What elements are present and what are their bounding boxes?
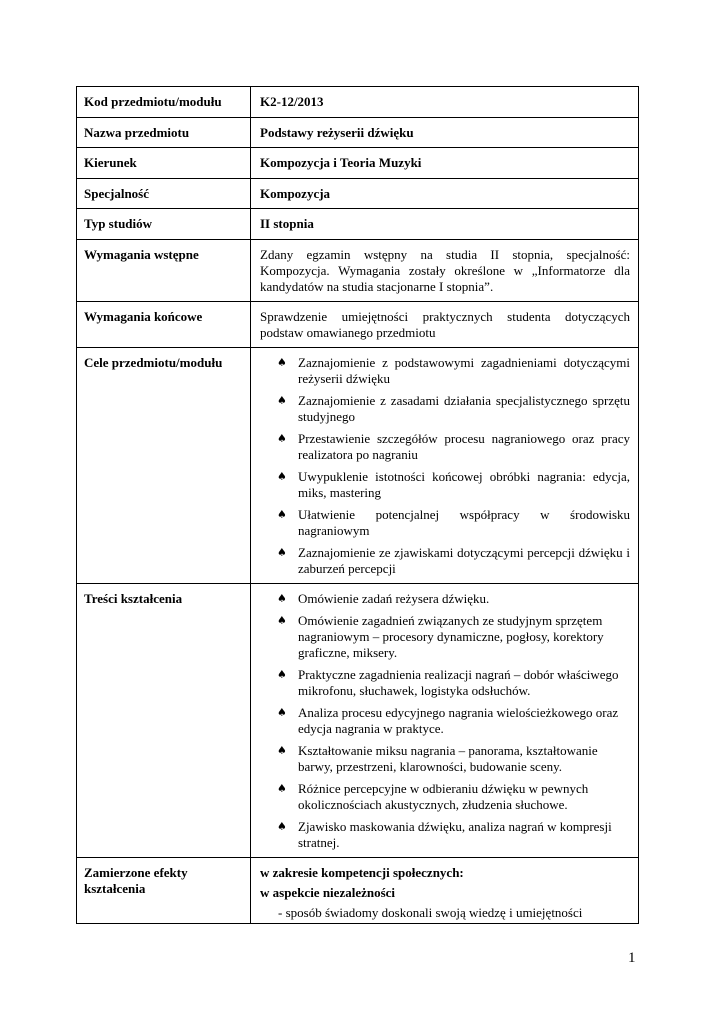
list-item xyxy=(260,469,630,501)
row-label: Wymagania wstępne xyxy=(84,247,199,262)
row-label-cell xyxy=(77,302,251,348)
list-item-text: Praktyczne zagadnienia realizacji nagrań – dobór właściwego mikrofonu, słuchawek, logistyka odsłuchów. xyxy=(298,667,619,698)
row-label: Typ studiów xyxy=(84,216,153,231)
alpha-bullet-icon: ♠ xyxy=(277,432,287,445)
specialty: Kompozycja xyxy=(260,186,331,201)
row-label-cell xyxy=(77,240,251,302)
row-label-cell xyxy=(77,118,251,148)
list-item-text: Zjawisko maskowania dźwięku, analiza nagrań w kompresji stratnej. xyxy=(298,819,612,850)
table-row xyxy=(77,179,639,209)
alpha-bullet-icon: ♠ xyxy=(277,508,287,521)
row-label: Wymagania końcowe xyxy=(84,309,203,324)
alpha-bullet-icon: ♠ xyxy=(277,356,287,369)
list-item-text: Analiza procesu edycyjnego nagrania wielościeżkowego oraz edycja nagrania w praktyce. xyxy=(298,705,619,736)
row-label-cell xyxy=(77,209,251,240)
alpha-bullet-icon: ♠ xyxy=(277,614,287,627)
list-item-text: Ułatwienie potencjalnej współpracy w środowisku nagraniowym xyxy=(298,507,630,538)
entry-requirements: Zdany egzamin wstępny na studia II stopnia, specjalność: Kompozycja. Wymagania zostały określone w „Informatorze dla kandydatów na studia stacjonarne I stopnia”. xyxy=(260,247,630,294)
field-of-study: Kompozycja i Teoria Muzyki xyxy=(260,155,422,170)
alpha-bullet-icon: ♠ xyxy=(277,394,287,407)
list-item xyxy=(260,613,630,661)
list-item-text: Zaznajomienie z zasadami działania specjalistycznego sprzętu studyjnego xyxy=(298,393,630,424)
row-value-cell xyxy=(251,148,639,179)
row-label-cell xyxy=(77,179,251,209)
row-label-cell xyxy=(77,858,251,924)
list-item-text: Zaznajomienie ze zjawiskami dotyczącymi percepcji dźwięku i zaburzeń percepcji xyxy=(298,545,630,576)
list-item xyxy=(260,507,630,539)
study-type: II stopnia xyxy=(260,216,314,231)
row-value-cell xyxy=(251,209,639,240)
alpha-bullet-icon: ♠ xyxy=(277,546,287,559)
table-row xyxy=(77,348,639,584)
outcomes-subheading: w aspekcie niezależności xyxy=(260,885,396,900)
row-value-cell xyxy=(251,302,639,348)
table-row xyxy=(77,240,639,302)
row-value-cell xyxy=(251,584,639,858)
outcomes-heading: w zakresie kompetencji społecznych: xyxy=(260,865,464,880)
alpha-bullet-icon: ♠ xyxy=(277,470,287,483)
list-item-text: Przestawienie szczegółów procesu nagraniowego oraz pracy realizatora po nagraniu xyxy=(298,431,630,462)
row-value-cell xyxy=(251,858,639,924)
list-item xyxy=(260,667,630,699)
row-value-cell xyxy=(251,348,639,584)
syllabus-table xyxy=(76,86,639,924)
list-item xyxy=(260,819,630,851)
list-item-text: Kształtowanie miksu nagrania – panorama, kształtowanie barwy, przestrzeni, klarowności, budowanie sceny. xyxy=(298,743,598,774)
table-row xyxy=(77,302,639,348)
row-value-cell xyxy=(251,118,639,148)
list-item xyxy=(260,591,630,607)
course-name: Podstawy reżyserii dźwięku xyxy=(260,125,414,140)
row-value-cell xyxy=(251,87,639,118)
row-label: Specjalność xyxy=(84,186,149,201)
list-item xyxy=(260,431,630,463)
alpha-bullet-icon: ♠ xyxy=(277,782,287,795)
row-label: Zamierzone efekty kształcenia xyxy=(84,865,188,896)
table-row xyxy=(77,584,639,858)
row-label: Kierunek xyxy=(84,155,137,170)
list-item xyxy=(260,705,630,737)
list-item-text: Różnice percepcyjne w odbieraniu dźwięku w pewnych okolicznościach akustycznych, złudzenia słuchowe. xyxy=(298,781,589,812)
alpha-bullet-icon: ♠ xyxy=(277,592,287,605)
list-item-text: Uwypuklenie istotności końcowej obróbki nagrania: edycja, miks, mastering xyxy=(298,469,630,500)
row-label: Nazwa przedmiotu xyxy=(84,125,190,140)
row-label-cell xyxy=(77,148,251,179)
row-label: Cele przedmiotu/modułu xyxy=(84,355,223,370)
list-item xyxy=(260,781,630,813)
row-label-cell xyxy=(77,87,251,118)
alpha-bullet-icon: ♠ xyxy=(277,820,287,833)
table-row xyxy=(77,209,639,240)
row-label-cell xyxy=(77,348,251,584)
list-item-text: Zaznajomienie z podstawowymi zagadnieniami dotyczącymi reżyserii dźwięku xyxy=(298,355,630,386)
row-label: Kod przedmiotu/modułu xyxy=(84,94,222,109)
row-value-cell xyxy=(251,240,639,302)
list-item xyxy=(260,545,630,577)
alpha-bullet-icon: ♠ xyxy=(277,706,287,719)
alpha-bullet-icon: ♠ xyxy=(277,744,287,757)
list-item xyxy=(260,355,630,387)
row-label-cell xyxy=(77,584,251,858)
final-requirements: Sprawdzenie umiejętności praktycznych studenta dotyczących podstaw omawianego przedmiotu xyxy=(260,309,630,340)
table-row xyxy=(77,858,639,924)
course-goals-list xyxy=(260,355,630,577)
list-item xyxy=(260,743,630,775)
table-row xyxy=(77,148,639,179)
alpha-bullet-icon: ♠ xyxy=(277,668,287,681)
course-code: K2-12/2013 xyxy=(260,94,324,109)
table-row xyxy=(77,87,639,118)
list-item xyxy=(260,393,630,425)
row-label: Treści kształcenia xyxy=(84,591,183,606)
table-row xyxy=(77,118,639,148)
page-number: 1 xyxy=(628,950,636,966)
list-item-text: Omówienie zagadnień związanych ze studyjnym sprzętem nagraniowym – procesory dynamiczne, pogłosy, korektory graficzne, miksery. xyxy=(298,613,604,660)
list-item-text: Omówienie zadań reżysera dźwięku. xyxy=(298,591,490,606)
outcome-item: - sposób świadomy doskonali swoją wiedzę i umiejętności xyxy=(278,905,583,920)
row-value-cell xyxy=(251,179,639,209)
course-content-list xyxy=(260,591,630,851)
